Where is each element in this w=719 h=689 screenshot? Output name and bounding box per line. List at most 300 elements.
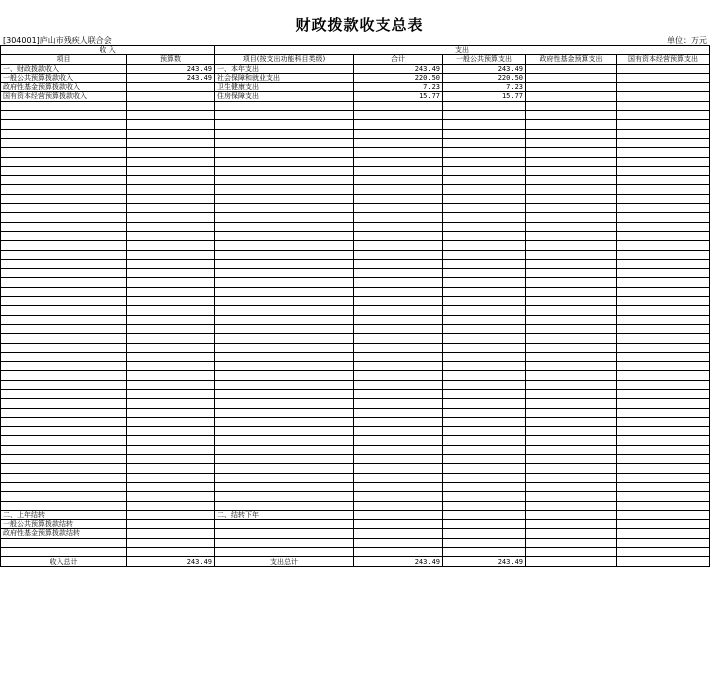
cell-empty bbox=[526, 250, 617, 259]
cell-empty bbox=[354, 259, 443, 268]
cell-empty bbox=[617, 389, 710, 398]
header-row-2 bbox=[1, 55, 710, 64]
cell-empty bbox=[215, 548, 354, 557]
cell-empty bbox=[215, 111, 354, 120]
carry-row-3 bbox=[1, 529, 710, 538]
cell-empty bbox=[443, 315, 526, 324]
cell-empty bbox=[443, 501, 526, 510]
cell-expense-total: 220.50 bbox=[354, 73, 443, 82]
expense-general-total: 243.49 bbox=[443, 557, 526, 567]
table-row-empty bbox=[1, 101, 710, 110]
cell-empty bbox=[617, 427, 710, 436]
cell-empty bbox=[127, 362, 215, 371]
cell-empty bbox=[617, 492, 710, 501]
cell-empty bbox=[443, 482, 526, 491]
cell-empty bbox=[526, 213, 617, 222]
cell-empty bbox=[443, 334, 526, 343]
cell-empty bbox=[1, 297, 127, 306]
cell-income-budget: 243.49 bbox=[127, 73, 215, 82]
cell-expense-fund bbox=[526, 83, 617, 92]
cell-empty bbox=[354, 417, 443, 426]
cell-empty bbox=[526, 138, 617, 147]
cell-empty bbox=[215, 529, 354, 538]
cell-empty bbox=[354, 194, 443, 203]
table-row-empty bbox=[1, 417, 710, 426]
cell-empty bbox=[443, 101, 526, 110]
cell-empty bbox=[1, 538, 127, 547]
expense-header: 支出 bbox=[215, 46, 710, 55]
cell-empty bbox=[526, 334, 617, 343]
cell-empty bbox=[617, 399, 710, 408]
cell-empty bbox=[1, 213, 127, 222]
cell-empty bbox=[617, 529, 710, 538]
col-state-header: 国有资本经营预算支出 bbox=[617, 55, 710, 64]
cell-empty bbox=[443, 231, 526, 240]
cell-empty bbox=[526, 557, 617, 567]
cell-empty bbox=[354, 408, 443, 417]
table-row-empty bbox=[1, 482, 710, 491]
cell-empty bbox=[1, 464, 127, 473]
cell-empty bbox=[127, 427, 215, 436]
cell-empty bbox=[526, 408, 617, 417]
cell-empty bbox=[526, 176, 617, 185]
cell-empty bbox=[354, 269, 443, 278]
cell-empty bbox=[617, 548, 710, 557]
cell-empty bbox=[443, 510, 526, 519]
cell-empty bbox=[617, 148, 710, 157]
cell-empty bbox=[127, 455, 215, 464]
cell-empty bbox=[127, 297, 215, 306]
cell-empty bbox=[215, 157, 354, 166]
cell-empty bbox=[1, 389, 127, 398]
cell-empty bbox=[617, 334, 710, 343]
expense-total-value: 243.49 bbox=[354, 557, 443, 567]
cell-empty bbox=[443, 492, 526, 501]
cell-empty bbox=[354, 148, 443, 157]
cell-empty bbox=[526, 194, 617, 203]
col-exp-item-header: 项目(按支出功能科目类级) bbox=[215, 55, 354, 64]
cell-empty bbox=[354, 427, 443, 436]
cell-empty bbox=[215, 380, 354, 389]
cell-empty bbox=[215, 315, 354, 324]
cell-empty bbox=[526, 548, 617, 557]
cell-empty bbox=[127, 259, 215, 268]
cell-empty bbox=[215, 241, 354, 250]
cell-empty bbox=[127, 473, 215, 482]
cell-empty bbox=[1, 166, 127, 175]
cell-empty bbox=[526, 380, 617, 389]
cell-empty bbox=[215, 306, 354, 315]
cell-empty bbox=[443, 269, 526, 278]
cell-empty bbox=[215, 129, 354, 138]
cell-empty bbox=[443, 343, 526, 352]
cell-empty bbox=[354, 389, 443, 398]
table-row-empty bbox=[1, 427, 710, 436]
cell-empty bbox=[617, 204, 710, 213]
cell-empty bbox=[617, 315, 710, 324]
cell-empty bbox=[215, 436, 354, 445]
cell-income-item: 政府性基金预算拨款收入 bbox=[1, 83, 127, 92]
cell-empty bbox=[127, 417, 215, 426]
cell-empty bbox=[127, 222, 215, 231]
cell-expense-fund bbox=[526, 92, 617, 101]
cell-empty bbox=[526, 269, 617, 278]
cell-empty bbox=[617, 250, 710, 259]
cell-empty bbox=[127, 352, 215, 361]
cell-empty bbox=[526, 436, 617, 445]
cell-expense-state bbox=[617, 73, 710, 82]
cell-empty bbox=[617, 129, 710, 138]
cell-empty bbox=[127, 464, 215, 473]
cell-empty bbox=[1, 269, 127, 278]
cell-empty bbox=[526, 157, 617, 166]
table-row-empty bbox=[1, 222, 710, 231]
cell-empty bbox=[354, 380, 443, 389]
cell-empty bbox=[1, 492, 127, 501]
cell-empty bbox=[354, 445, 443, 454]
cell-empty bbox=[354, 204, 443, 213]
cell-empty bbox=[127, 380, 215, 389]
cell-income-budget bbox=[127, 83, 215, 92]
cell-empty bbox=[215, 427, 354, 436]
cell-empty bbox=[127, 213, 215, 222]
cell-empty bbox=[215, 176, 354, 185]
cell-empty bbox=[354, 306, 443, 315]
cell-empty bbox=[215, 297, 354, 306]
cell-empty bbox=[617, 176, 710, 185]
table-row-empty bbox=[1, 455, 710, 464]
cell-empty bbox=[1, 482, 127, 491]
cell-empty bbox=[215, 473, 354, 482]
cell-empty bbox=[617, 101, 710, 110]
cell-empty bbox=[1, 176, 127, 185]
cell-empty bbox=[127, 436, 215, 445]
cell-empty bbox=[1, 399, 127, 408]
cell-empty bbox=[617, 278, 710, 287]
cell-expense-fund bbox=[526, 64, 617, 73]
cell-empty bbox=[526, 241, 617, 250]
cell-empty bbox=[215, 250, 354, 259]
cell-empty bbox=[354, 250, 443, 259]
cell-expense-general: 243.49 bbox=[443, 64, 526, 73]
cell-expense-item: 卫生健康支出 bbox=[215, 83, 354, 92]
cell-empty bbox=[127, 278, 215, 287]
table-row-empty bbox=[1, 315, 710, 324]
cell-empty bbox=[127, 520, 215, 529]
cell-empty bbox=[443, 371, 526, 380]
cell-empty bbox=[617, 352, 710, 361]
cell-empty bbox=[354, 436, 443, 445]
cell-empty bbox=[443, 389, 526, 398]
cell-empty bbox=[526, 222, 617, 231]
cell-empty bbox=[526, 297, 617, 306]
income-total-label: 收入总计 bbox=[1, 557, 127, 567]
cell-empty bbox=[127, 324, 215, 333]
table-row-empty bbox=[1, 204, 710, 213]
cell-empty bbox=[215, 389, 354, 398]
cell-empty bbox=[127, 129, 215, 138]
cell-empty bbox=[443, 445, 526, 454]
cell-empty bbox=[526, 473, 617, 482]
cell-empty bbox=[1, 436, 127, 445]
cell-empty bbox=[127, 287, 215, 296]
cell-empty bbox=[127, 334, 215, 343]
cell-empty bbox=[617, 408, 710, 417]
cell-empty bbox=[443, 241, 526, 250]
unit-label: 单位：万元 bbox=[667, 36, 707, 45]
cell-empty bbox=[617, 473, 710, 482]
table-row-empty bbox=[1, 111, 710, 120]
cell-empty bbox=[526, 148, 617, 157]
cell-empty bbox=[526, 399, 617, 408]
cell-empty bbox=[354, 362, 443, 371]
cell-empty bbox=[215, 455, 354, 464]
cell-empty bbox=[127, 445, 215, 454]
cell-empty bbox=[443, 464, 526, 473]
cell-empty bbox=[617, 185, 710, 194]
cell-empty bbox=[354, 111, 443, 120]
table-row bbox=[1, 73, 710, 82]
cell-empty bbox=[617, 557, 710, 567]
cell-empty bbox=[526, 324, 617, 333]
cell-empty bbox=[617, 213, 710, 222]
cell-expense-state bbox=[617, 64, 710, 73]
cell-empty bbox=[215, 520, 354, 529]
cell-empty bbox=[617, 241, 710, 250]
table-row-empty bbox=[1, 250, 710, 259]
cell-empty bbox=[215, 204, 354, 213]
table-row-empty bbox=[1, 120, 710, 129]
cell-empty bbox=[215, 445, 354, 454]
cell-empty bbox=[1, 241, 127, 250]
cell-empty bbox=[443, 455, 526, 464]
cell-empty bbox=[354, 529, 443, 538]
cell-empty bbox=[617, 417, 710, 426]
cell-empty bbox=[443, 148, 526, 157]
cell-empty bbox=[215, 278, 354, 287]
col-total-header: 合计 bbox=[354, 55, 443, 64]
table-row-empty bbox=[1, 213, 710, 222]
cell-empty bbox=[1, 222, 127, 231]
cell-empty bbox=[443, 529, 526, 538]
cell-empty bbox=[354, 241, 443, 250]
cell-empty bbox=[617, 297, 710, 306]
cell-empty bbox=[354, 166, 443, 175]
cell-empty bbox=[354, 501, 443, 510]
fiscal-summary-table bbox=[0, 45, 710, 567]
cell-empty bbox=[354, 129, 443, 138]
cell-empty bbox=[354, 343, 443, 352]
cell-empty bbox=[617, 138, 710, 147]
cell-empty bbox=[127, 538, 215, 547]
cell-empty bbox=[354, 371, 443, 380]
cell-empty bbox=[617, 166, 710, 175]
cell-income-item: 一、财政拨款收入 bbox=[1, 64, 127, 73]
cell-empty bbox=[526, 445, 617, 454]
cell-empty bbox=[215, 464, 354, 473]
cell-empty bbox=[443, 111, 526, 120]
cell-empty bbox=[526, 371, 617, 380]
cell-empty bbox=[1, 157, 127, 166]
cell-empty bbox=[127, 510, 215, 519]
cell-empty bbox=[1, 138, 127, 147]
cell-empty bbox=[127, 101, 215, 110]
cell-empty bbox=[1, 185, 127, 194]
cell-empty bbox=[526, 482, 617, 491]
cell-empty bbox=[354, 157, 443, 166]
table-row-empty bbox=[1, 445, 710, 454]
cell-empty bbox=[215, 362, 354, 371]
cell-empty bbox=[354, 176, 443, 185]
cell-empty bbox=[354, 455, 443, 464]
cell-empty bbox=[1, 380, 127, 389]
cell-empty bbox=[127, 231, 215, 240]
cell-empty bbox=[127, 529, 215, 538]
cell-empty bbox=[354, 138, 443, 147]
cell-empty bbox=[526, 510, 617, 519]
cell-empty bbox=[354, 101, 443, 110]
cell-empty bbox=[1, 120, 127, 129]
cell-empty bbox=[526, 492, 617, 501]
cell-empty bbox=[1, 417, 127, 426]
table-row-empty bbox=[1, 241, 710, 250]
cell-empty bbox=[443, 222, 526, 231]
cell-expense-total: 243.49 bbox=[354, 64, 443, 73]
cell-empty bbox=[354, 287, 443, 296]
cell-empty bbox=[1, 250, 127, 259]
cell-empty bbox=[1, 306, 127, 315]
cell-empty bbox=[354, 399, 443, 408]
cell-empty bbox=[617, 157, 710, 166]
cell-empty bbox=[215, 334, 354, 343]
cell-empty bbox=[215, 231, 354, 240]
table-row-empty bbox=[1, 269, 710, 278]
cell-empty bbox=[215, 101, 354, 110]
cell-empty bbox=[617, 510, 710, 519]
cell-empty bbox=[354, 278, 443, 287]
cell-empty bbox=[443, 306, 526, 315]
cell-empty bbox=[526, 501, 617, 510]
cell-empty bbox=[354, 324, 443, 333]
cell-empty bbox=[354, 120, 443, 129]
cell-empty bbox=[215, 120, 354, 129]
cell-empty bbox=[526, 259, 617, 268]
cell-empty bbox=[443, 278, 526, 287]
cell-empty bbox=[354, 492, 443, 501]
cell-empty bbox=[1, 445, 127, 454]
cell-empty bbox=[127, 166, 215, 175]
cell-empty bbox=[443, 380, 526, 389]
expense-total-label: 支出总计 bbox=[215, 557, 354, 567]
cell-empty bbox=[1, 231, 127, 240]
cell-empty bbox=[617, 222, 710, 231]
cell-expense-state bbox=[617, 83, 710, 92]
cell-empty bbox=[443, 138, 526, 147]
cell-empty bbox=[127, 176, 215, 185]
table-row-empty bbox=[1, 408, 710, 417]
carry-row-blank bbox=[1, 538, 710, 547]
cell-empty bbox=[215, 538, 354, 547]
cell-empty bbox=[1, 324, 127, 333]
cell-empty bbox=[215, 417, 354, 426]
cell-empty bbox=[354, 352, 443, 361]
cell-empty bbox=[1, 111, 127, 120]
cell-empty bbox=[443, 166, 526, 175]
cell-empty bbox=[526, 455, 617, 464]
cell-empty bbox=[127, 111, 215, 120]
cell-empty bbox=[127, 399, 215, 408]
carry-row-blank bbox=[1, 548, 710, 557]
cell-empty bbox=[526, 278, 617, 287]
cell-empty bbox=[127, 241, 215, 250]
cell-empty bbox=[1, 371, 127, 380]
cell-expense-total: 7.23 bbox=[354, 83, 443, 92]
cell-empty bbox=[617, 520, 710, 529]
cell-carry-fund: 政府性基金预算拨款结转 bbox=[1, 529, 127, 538]
cell-empty bbox=[127, 269, 215, 278]
carry-row-2 bbox=[1, 520, 710, 529]
cell-empty bbox=[617, 482, 710, 491]
cell-empty bbox=[526, 185, 617, 194]
cell-empty bbox=[127, 343, 215, 352]
cell-empty bbox=[443, 287, 526, 296]
cell-empty bbox=[526, 529, 617, 538]
table-row-empty bbox=[1, 352, 710, 361]
table-row-empty bbox=[1, 324, 710, 333]
cell-expense-general: 15.77 bbox=[443, 92, 526, 101]
cell-empty bbox=[526, 464, 617, 473]
cell-empty bbox=[617, 538, 710, 547]
cell-expense-state bbox=[617, 92, 710, 101]
cell-empty bbox=[1, 259, 127, 268]
table-row-empty bbox=[1, 129, 710, 138]
organization-label: [304001]庐山市残疾人联合会 bbox=[3, 36, 112, 45]
cell-empty bbox=[215, 371, 354, 380]
cell-empty bbox=[1, 362, 127, 371]
cell-empty bbox=[354, 213, 443, 222]
cell-empty bbox=[215, 213, 354, 222]
table-row-empty bbox=[1, 362, 710, 371]
table-row-empty bbox=[1, 194, 710, 203]
cell-empty bbox=[617, 455, 710, 464]
table-row-empty bbox=[1, 389, 710, 398]
cell-empty bbox=[354, 222, 443, 231]
cell-empty bbox=[526, 231, 617, 240]
cell-empty bbox=[526, 427, 617, 436]
cell-empty bbox=[617, 324, 710, 333]
cell-empty bbox=[127, 306, 215, 315]
cell-empty bbox=[526, 287, 617, 296]
cell-empty bbox=[526, 389, 617, 398]
cell-empty bbox=[443, 213, 526, 222]
header-row-1 bbox=[1, 46, 710, 55]
cell-empty bbox=[526, 204, 617, 213]
cell-empty bbox=[617, 380, 710, 389]
cell-empty bbox=[215, 324, 354, 333]
cell-empty bbox=[215, 408, 354, 417]
table-row-empty bbox=[1, 148, 710, 157]
table-row bbox=[1, 83, 710, 92]
col-item-header: 项目 bbox=[1, 55, 127, 64]
cell-empty bbox=[443, 250, 526, 259]
cell-empty bbox=[127, 389, 215, 398]
table-row bbox=[1, 92, 710, 101]
cell-empty bbox=[127, 408, 215, 417]
cell-empty bbox=[443, 352, 526, 361]
cell-carry-prev: 二、上年结转 bbox=[1, 510, 127, 519]
cell-empty bbox=[617, 464, 710, 473]
cell-empty bbox=[443, 176, 526, 185]
